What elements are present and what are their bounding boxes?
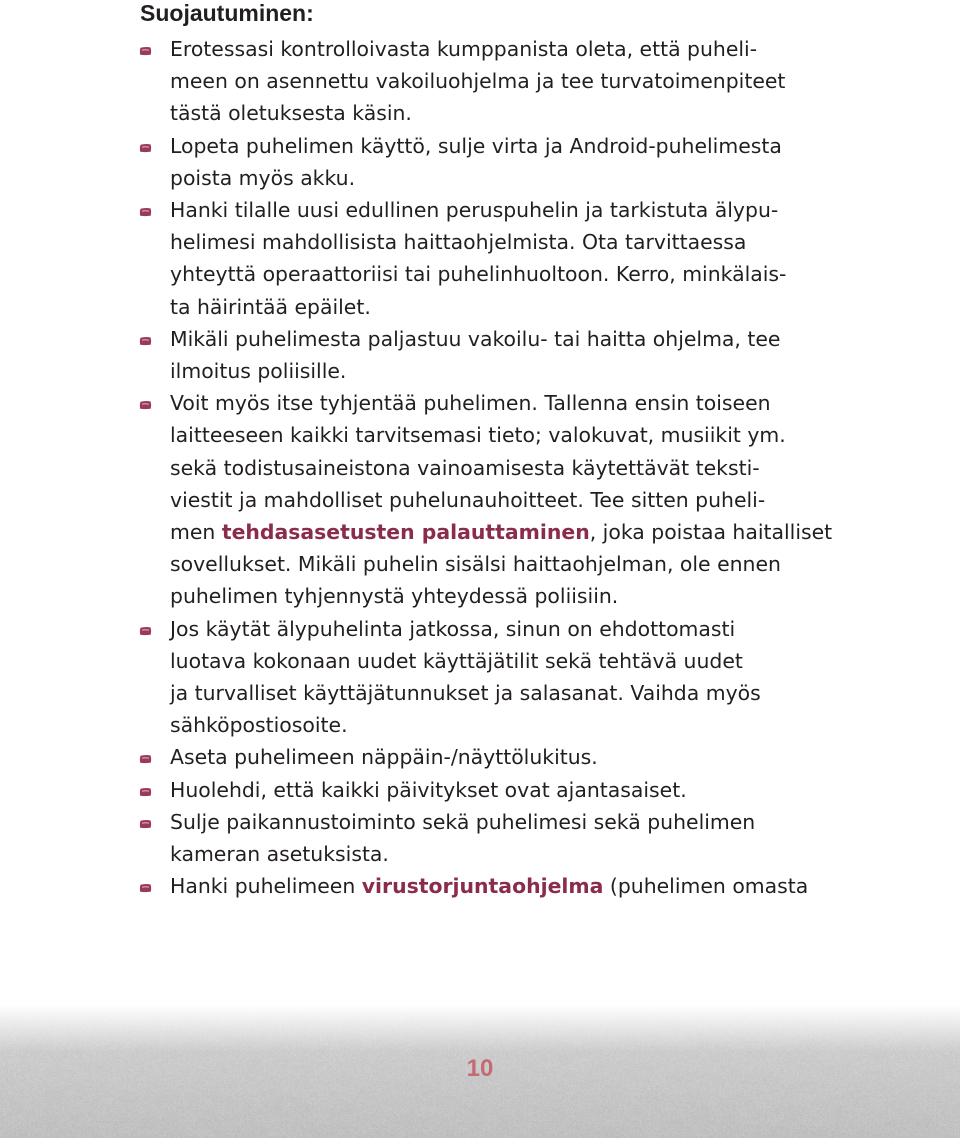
- page-number: 10: [466, 1055, 494, 1082]
- text-line: ilmoitus poliisille.: [170, 359, 347, 384]
- text-line: luotava kokonaan uudet käyttäjätilit sekä tehtävä uudet: [170, 648, 743, 673]
- text-line: Lopeta puhelimen käyttö, sulje virta ja Android-puhelimesta: [170, 133, 782, 158]
- list-item-text: [170, 613, 860, 742]
- text-line: puhelimen tyhjennystä yhteydessä poliisiin.: [170, 584, 619, 609]
- rounded-square-bullet-icon: [139, 46, 152, 56]
- text-line: poista myös akku.: [170, 165, 356, 190]
- text-line: yhteyttä operaattoriisi tai puhelinhuoltoon. Kerro, minkälais-: [170, 262, 787, 287]
- rounded-square-bullet-icon: [139, 400, 152, 410]
- text-line: [170, 870, 860, 902]
- list-item: [170, 806, 860, 870]
- text-line: sovellukset. Mikäli puhelin sisälsi haittaohjelman, ole ennen: [170, 552, 781, 577]
- text-line: viestit ja mahdolliset puhelunauhoitteet. Tee sitten puheli-: [170, 487, 766, 512]
- rounded-square-bullet-icon: [139, 626, 152, 636]
- highlighted-term: tehdasasetusten palauttaminen: [221, 520, 590, 545]
- list-item: [170, 613, 860, 742]
- list-item: [170, 741, 860, 773]
- list-item: [170, 870, 860, 902]
- text-line: Sulje paikannustoiminto sekä puhelimesi sekä puhelimen: [170, 809, 756, 834]
- list-item-text: [170, 387, 860, 612]
- list-item-text: [170, 870, 860, 902]
- text-line: Erotessasi kontrolloivasta kumppanista oleta, että puheli-: [170, 37, 758, 61]
- list-item: [170, 194, 860, 323]
- highlighted-term: virustorjuntaohjelma: [361, 874, 604, 899]
- list-item-text: [170, 323, 860, 387]
- list-item-text: [170, 741, 860, 773]
- text-fragment: , joka poistaa haitalliset: [589, 520, 833, 545]
- list-item: [170, 33, 860, 130]
- rounded-square-bullet-icon: [139, 143, 152, 153]
- list-item-text: [170, 194, 860, 323]
- list-item: [170, 774, 860, 806]
- text-fragment: men: [170, 520, 222, 545]
- text-line: Huolehdi, että kaikki päivitykset ovat ajantasaiset.: [170, 777, 687, 802]
- list-item-text: [170, 806, 860, 870]
- rounded-square-bullet-icon: [139, 787, 152, 797]
- text-line: Mikäli puhelimesta paljastuu vakoilu- tai haitta ohjelma, tee: [170, 326, 781, 351]
- text-line: ta häirintää epäilet.: [170, 294, 371, 319]
- rounded-square-bullet-icon: [139, 883, 152, 893]
- text-line: sähköpostiosoite.: [170, 713, 348, 738]
- text-line: sekä todistusaineistona vainoamisesta käytettävät teksti-: [170, 455, 760, 480]
- text-line: ja turvalliset käyttäjätunnukset ja salasanat. Vaihda myös: [170, 681, 761, 706]
- bullet-list: [170, 33, 860, 902]
- text-line: Aseta puhelimeen näppäin-/näyttölukitus.: [170, 745, 598, 770]
- text-line: [170, 516, 860, 548]
- list-item-text: [170, 774, 860, 806]
- list-item: [170, 387, 860, 612]
- text-line: laitteeseen kaikki tarvitsemasi tieto; valokuvat, musiikit ym.: [170, 423, 786, 448]
- text-line: tästä oletuksesta käsin.: [170, 101, 412, 126]
- rounded-square-bullet-icon: [139, 207, 152, 217]
- rounded-square-bullet-icon: [139, 754, 152, 764]
- list-item-text: [170, 33, 860, 130]
- list-item-text: [170, 130, 860, 194]
- rounded-square-bullet-icon: [139, 336, 152, 346]
- list-item: [170, 323, 860, 387]
- text-line: Voit myös itse tyhjentää puhelimen. Tallenna ensin toiseen: [170, 391, 771, 416]
- text-line: Hanki tilalle uusi edullinen peruspuhelin ja tarkistuta älypu-: [170, 198, 779, 223]
- text-line: meen on asennettu vakoiluohjelma ja tee turvatoimenpiteet: [170, 69, 786, 94]
- text-line: kameran asetuksista.: [170, 842, 389, 867]
- text-line: Jos käytät älypuhelinta jatkossa, sinun on ehdottomasti: [170, 616, 736, 641]
- list-item: [170, 130, 860, 194]
- section-heading: Suojautuminen:: [140, 0, 314, 26]
- text-line: helimesi mahdollisista haittaohjelmista. Ota tarvittaessa: [170, 230, 747, 255]
- rounded-square-bullet-icon: [139, 819, 152, 829]
- text-fragment: Hanki puhelimeen: [170, 874, 362, 899]
- text-fragment: (puhelimen omasta: [603, 874, 809, 899]
